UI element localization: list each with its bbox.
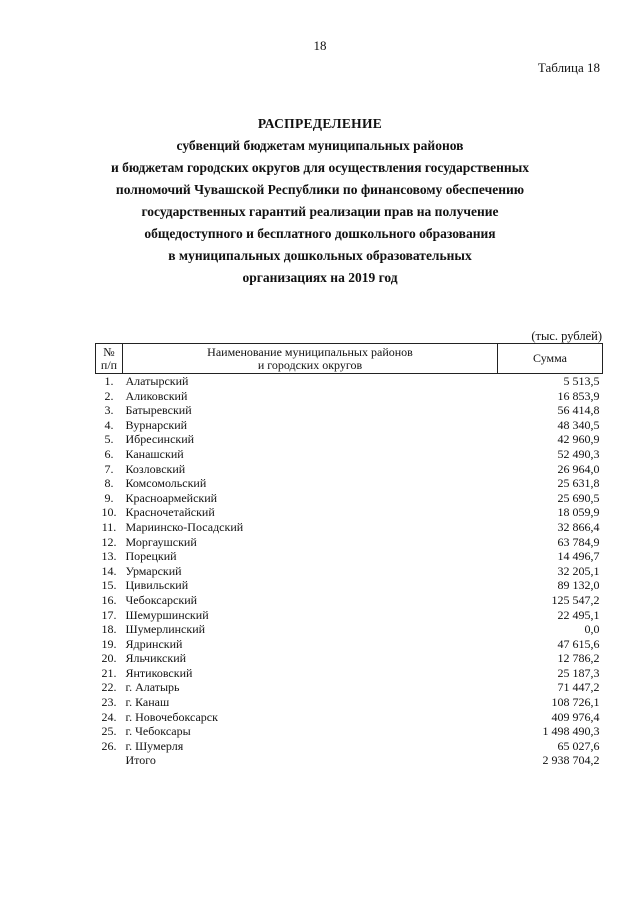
- title-line: общедоступного и бесплатного дошкольного образования: [144, 226, 496, 241]
- title-line: и бюджетам городских округов для осуществления государственных: [111, 160, 529, 175]
- row-sum: 56 414,8: [557, 403, 600, 418]
- table-row: [96, 578, 603, 593]
- row-number: 14.: [101, 563, 117, 578]
- header-number: [96, 344, 123, 374]
- row-sum: 5 513,5: [563, 374, 600, 388]
- row-number: 21.: [101, 665, 117, 680]
- row-sum: 25 631,8: [557, 476, 600, 491]
- row-sum: 26 964,0: [557, 461, 600, 476]
- row-name: г. Шумерля: [125, 738, 184, 753]
- row-number: 7.: [104, 461, 114, 476]
- row-number: 23.: [101, 695, 117, 710]
- row-number: 16.: [101, 592, 117, 607]
- table-row: [96, 666, 603, 681]
- row-name: Канашский: [125, 446, 184, 461]
- row-sum: 25 187,3: [557, 665, 600, 680]
- row-name: г. Новочебоксарск: [125, 709, 218, 724]
- total-sum: 2 938 704,2: [542, 753, 600, 768]
- row-name: Комсомольский: [125, 476, 207, 491]
- row-number: 6.: [104, 446, 114, 461]
- row-sum: 42 960,9: [557, 432, 600, 447]
- table-row: [96, 739, 603, 754]
- table-row: [96, 432, 603, 447]
- table-row: [96, 462, 603, 477]
- row-sum: 63 784,9: [557, 534, 600, 549]
- row-name: Шемуршинский: [125, 607, 209, 622]
- table-row: [96, 476, 603, 491]
- table-row: [96, 724, 603, 739]
- row-number: 10.: [101, 505, 117, 520]
- row-name: Вурнарский: [125, 417, 188, 432]
- table-label: Таблица 18: [537, 60, 600, 75]
- row-name: Козловский: [125, 461, 186, 476]
- row-name: г. Алатырь: [125, 680, 180, 695]
- table-row: [96, 389, 603, 404]
- row-name: Яльчикский: [125, 651, 187, 666]
- row-sum: 1 498 490,3: [542, 724, 600, 739]
- units-note: (тыс. рублей): [531, 329, 602, 343]
- row-sum: 48 340,5: [557, 417, 600, 432]
- row-number: 22.: [101, 680, 117, 695]
- row-name: Мариинско-Посадский: [125, 519, 244, 534]
- row-sum: 16 853,9: [557, 388, 600, 403]
- row-number: 9.: [104, 490, 114, 505]
- row-number: 8.: [104, 476, 114, 491]
- row-number: 12.: [101, 534, 117, 549]
- table-row: [96, 505, 603, 520]
- row-number: 4.: [104, 417, 114, 432]
- table-row: [96, 520, 603, 535]
- row-sum: 18 059,9: [557, 505, 600, 520]
- document-title: [60, 113, 580, 289]
- row-sum: 409 976,4: [551, 709, 600, 724]
- title-line: в муниципальных дошкольных образовательных: [168, 248, 472, 263]
- row-number: 18.: [101, 622, 117, 637]
- row-sum: 32 205,1: [557, 563, 600, 578]
- row-sum: 89 132,0: [557, 578, 600, 593]
- table-row: [96, 695, 603, 710]
- row-sum: 71 447,2: [557, 680, 600, 695]
- row-number: 5.: [104, 432, 114, 447]
- table-row: [96, 622, 603, 637]
- row-name: Моргаушский: [125, 534, 197, 549]
- row-number: 15.: [101, 578, 117, 593]
- row-number: 1.: [104, 374, 114, 388]
- table-row: [96, 593, 603, 608]
- row-name: Аликовский: [125, 388, 188, 403]
- row-name: Порецкий: [125, 549, 177, 564]
- row-number: 20.: [101, 651, 117, 666]
- row-name: Красноармейский: [125, 490, 218, 505]
- page-number: 18: [313, 38, 327, 53]
- row-number: 3.: [104, 403, 114, 418]
- table-row: [96, 564, 603, 579]
- table-row: [96, 491, 603, 506]
- table-row: [96, 608, 603, 623]
- row-name: Урмарский: [125, 563, 182, 578]
- table-row: [96, 403, 603, 418]
- title-line: субвенций бюджетам муниципальных районов: [176, 138, 464, 153]
- table-row: [96, 374, 603, 389]
- row-name: Красночетайский: [125, 505, 215, 520]
- row-sum: 22 495,1: [557, 607, 600, 622]
- header-name: [123, 344, 498, 374]
- row-name: г. Чебоксары: [125, 724, 191, 739]
- table-row: [96, 651, 603, 666]
- title-line: организациях на 2019 год: [242, 270, 398, 285]
- row-name: Алатырский: [125, 374, 189, 388]
- row-sum: 25 690,5: [557, 490, 600, 505]
- row-sum: 125 547,2: [551, 592, 600, 607]
- row-sum: 52 490,3: [557, 446, 600, 461]
- row-number: 2.: [104, 388, 114, 403]
- row-sum: 65 027,6: [557, 738, 600, 753]
- table-row: [96, 549, 603, 564]
- header-name-line1: Наименование муниципальных районов: [207, 345, 413, 359]
- table-header-row: [96, 344, 603, 374]
- row-number: 26.: [101, 738, 117, 753]
- header-number-line1: №: [103, 345, 115, 359]
- total-row: [96, 753, 603, 768]
- row-sum: 14 496,7: [557, 549, 600, 564]
- row-sum: 32 866,4: [557, 519, 600, 534]
- row-name: г. Канаш: [125, 695, 170, 710]
- row-number: 19.: [101, 636, 117, 651]
- row-name: Чебоксарский: [125, 592, 198, 607]
- title-main: РАСПРЕДЕЛЕНИЕ: [257, 116, 383, 131]
- row-sum: 12 786,2: [557, 651, 600, 666]
- header-sum: Сумма: [498, 344, 603, 374]
- row-name: Шумерлинский: [125, 622, 206, 637]
- row-number: 24.: [101, 709, 117, 724]
- row-number: 13.: [101, 549, 117, 564]
- row-number: 11.: [101, 519, 117, 534]
- table-row: [96, 710, 603, 725]
- header-name-line2: и городских округов: [257, 357, 363, 372]
- title-line: полномочий Чувашской Республики по финансовому обеспечению: [115, 182, 525, 197]
- row-name: Ядринский: [125, 636, 183, 651]
- row-name: Ибресинский: [125, 432, 195, 447]
- row-number: 17.: [101, 607, 117, 622]
- row-sum: 0,0: [584, 622, 600, 637]
- title-line: государственных гарантий реализации прав на получение: [141, 204, 499, 219]
- row-name: Батыревский: [125, 403, 192, 418]
- row-sum: 47 615,6: [557, 636, 600, 651]
- row-name: Цивильский: [125, 578, 189, 593]
- row-number: 25.: [101, 724, 117, 739]
- total-number-empty: [96, 753, 123, 768]
- table-body: [96, 374, 603, 769]
- table-row: [96, 637, 603, 652]
- table-row: [96, 680, 603, 695]
- table-row: [96, 418, 603, 433]
- header-number-line2: п/п: [100, 357, 118, 372]
- table-row: [96, 535, 603, 550]
- row-name: Янтиковский: [125, 665, 193, 680]
- row-sum: 108 726,1: [551, 695, 600, 710]
- total-label: Итого: [125, 753, 156, 768]
- distribution-table: [95, 343, 603, 768]
- table-row: [96, 447, 603, 462]
